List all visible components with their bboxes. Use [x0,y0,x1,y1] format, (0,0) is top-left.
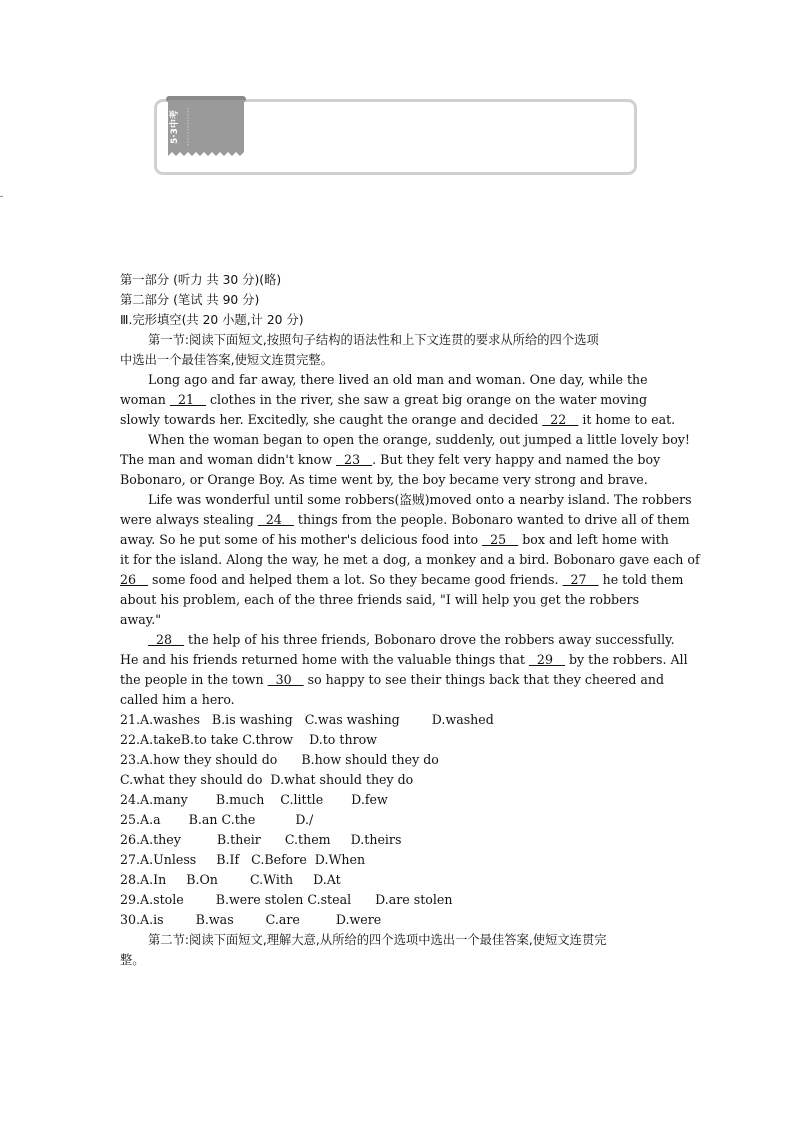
blank: 22 [542,412,579,427]
option-line: 26.A.they B.their C.them D.theirs [120,832,402,847]
blank: 23 [336,452,373,467]
option-line: 24.A.many B.much C.little D.few [120,792,388,807]
option-line: 29.A.stole B.were stolen C.steal D.are stolen [120,892,453,907]
blank: 21 [169,392,206,407]
passage-line [120,390,680,410]
passage-line [120,590,680,610]
passage-line [120,450,680,470]
part1-heading: 第一部分 (听力 共 30 分)(略) [120,273,282,287]
passage-line [120,550,700,570]
passage-line [120,430,690,450]
passage-line [120,470,680,490]
passage-text: so happy to see their things back that they cheered and [303,672,665,687]
blank: 30 [267,672,304,687]
section3-heading: Ⅲ.完形填空(共 20 小题,计 20 分) [120,313,304,327]
logo-text: 5·3中考 [170,110,180,144]
option-line: 30.A.is B.was C.are D.were [120,912,382,927]
passage-line [120,610,680,630]
passage-text: He and his friends returned home with the valuable things that [120,652,529,667]
passage-text: . But they felt very happy and named the boy [372,452,661,467]
passage-line [120,510,690,530]
passage-text: When the woman began to open the orange, suddenly, out jumped a little lovely boy! [148,432,690,447]
passage-line [120,670,680,690]
passage-line [120,490,692,510]
section1-instruction-cont: 中选出一个最佳答案,使短文连贯完整。 [120,353,333,367]
passage-line [120,530,680,550]
passage-text: things from the people. Bobonaro wanted to drive all of them [293,512,690,527]
logo-tag [166,96,246,162]
cloze-passage [120,370,700,710]
blank: 28 [148,632,185,647]
passage-text: the help of his three friends, Bobonaro drove the robbers away successfully. [184,632,675,647]
passage-text: called him a hero. [120,692,235,707]
passage-text: about his problem, each of the three friends said, "I will help you get the robbers [120,592,640,607]
answer-options [120,710,680,930]
document-body [120,270,700,970]
passage-line [120,410,680,430]
passage-line [120,650,688,670]
option-line: 25.A.a B.an C.the D./ [120,812,314,827]
passage-line [120,570,684,590]
passage-text: woman [120,392,170,407]
passage-text: away. So he put some of his mother's delicious food into [120,532,483,547]
passage-text: were always stealing [120,512,258,527]
edge-mark: - [0,192,4,202]
option-line: 23.A.how they should do B.how should they do [120,752,439,767]
option-line: 28.A.In B.On C.With D.At [120,872,341,887]
passage-text: Bobonaro, or Orange Boy. As time went by, the boy became very strong and brave. [120,472,648,487]
blank: 25 [482,532,519,547]
passage-text: Long ago and far away, there lived an old man and woman. One day, while the [148,372,648,387]
passage-text: the people in the town [120,672,268,687]
option-line: 27.A.Unless B.If C.Before D.When [120,852,366,867]
passage-text: it for the island. Along the way, he met a dog, a monkey and a bird. Bobonaro gave each of [120,552,700,567]
passage-text: slowly towards her. Excitedly, she caught the orange and decided [120,412,543,427]
blank: 26 [120,572,149,587]
blank: 27 [562,572,599,587]
section2-instruction: 第二节:阅读下面短文,理解大意,从所给的四个选项中选出一个最佳答案,使短文连贯完 [148,933,607,947]
part2-heading: 第二部分 (笔试 共 90 分) [120,293,260,307]
passage-text: away." [120,612,162,627]
passage-text: box and left home with [518,532,669,547]
blank: 29 [528,652,565,667]
passage-text: Life was wonderful until some robbers(盗贼)moved onto a nearby island. The robbers [148,492,692,507]
section1-instruction: 第一节:阅读下面短文,按照句子结构的语法性和上下文连贯的要求从所给的四个选项 [148,333,599,347]
passage-text: by the robbers. All [564,652,688,667]
passage-text: it home to eat. [578,412,676,427]
passage-text: he told them [598,572,684,587]
passage-text: clothes in the river, she saw a great big orange on the water moving [205,392,648,407]
section2-instruction-cont: 整。 [120,953,145,967]
passage-line [120,370,680,390]
passage-text: some food and helped them a lot. So they became good friends. [148,572,563,587]
option-line: 21.A.washes B.is washing C.was washing D.washed [120,712,494,727]
option-line: C.what they should do D.what should they do [120,772,414,787]
passage-line [120,690,680,710]
passage-line [120,630,680,650]
option-line: 22.A.takeB.to take C.throw D.to throw [120,732,377,747]
blank: 24 [257,512,294,527]
passage-text: The man and woman didn't know [120,452,337,467]
